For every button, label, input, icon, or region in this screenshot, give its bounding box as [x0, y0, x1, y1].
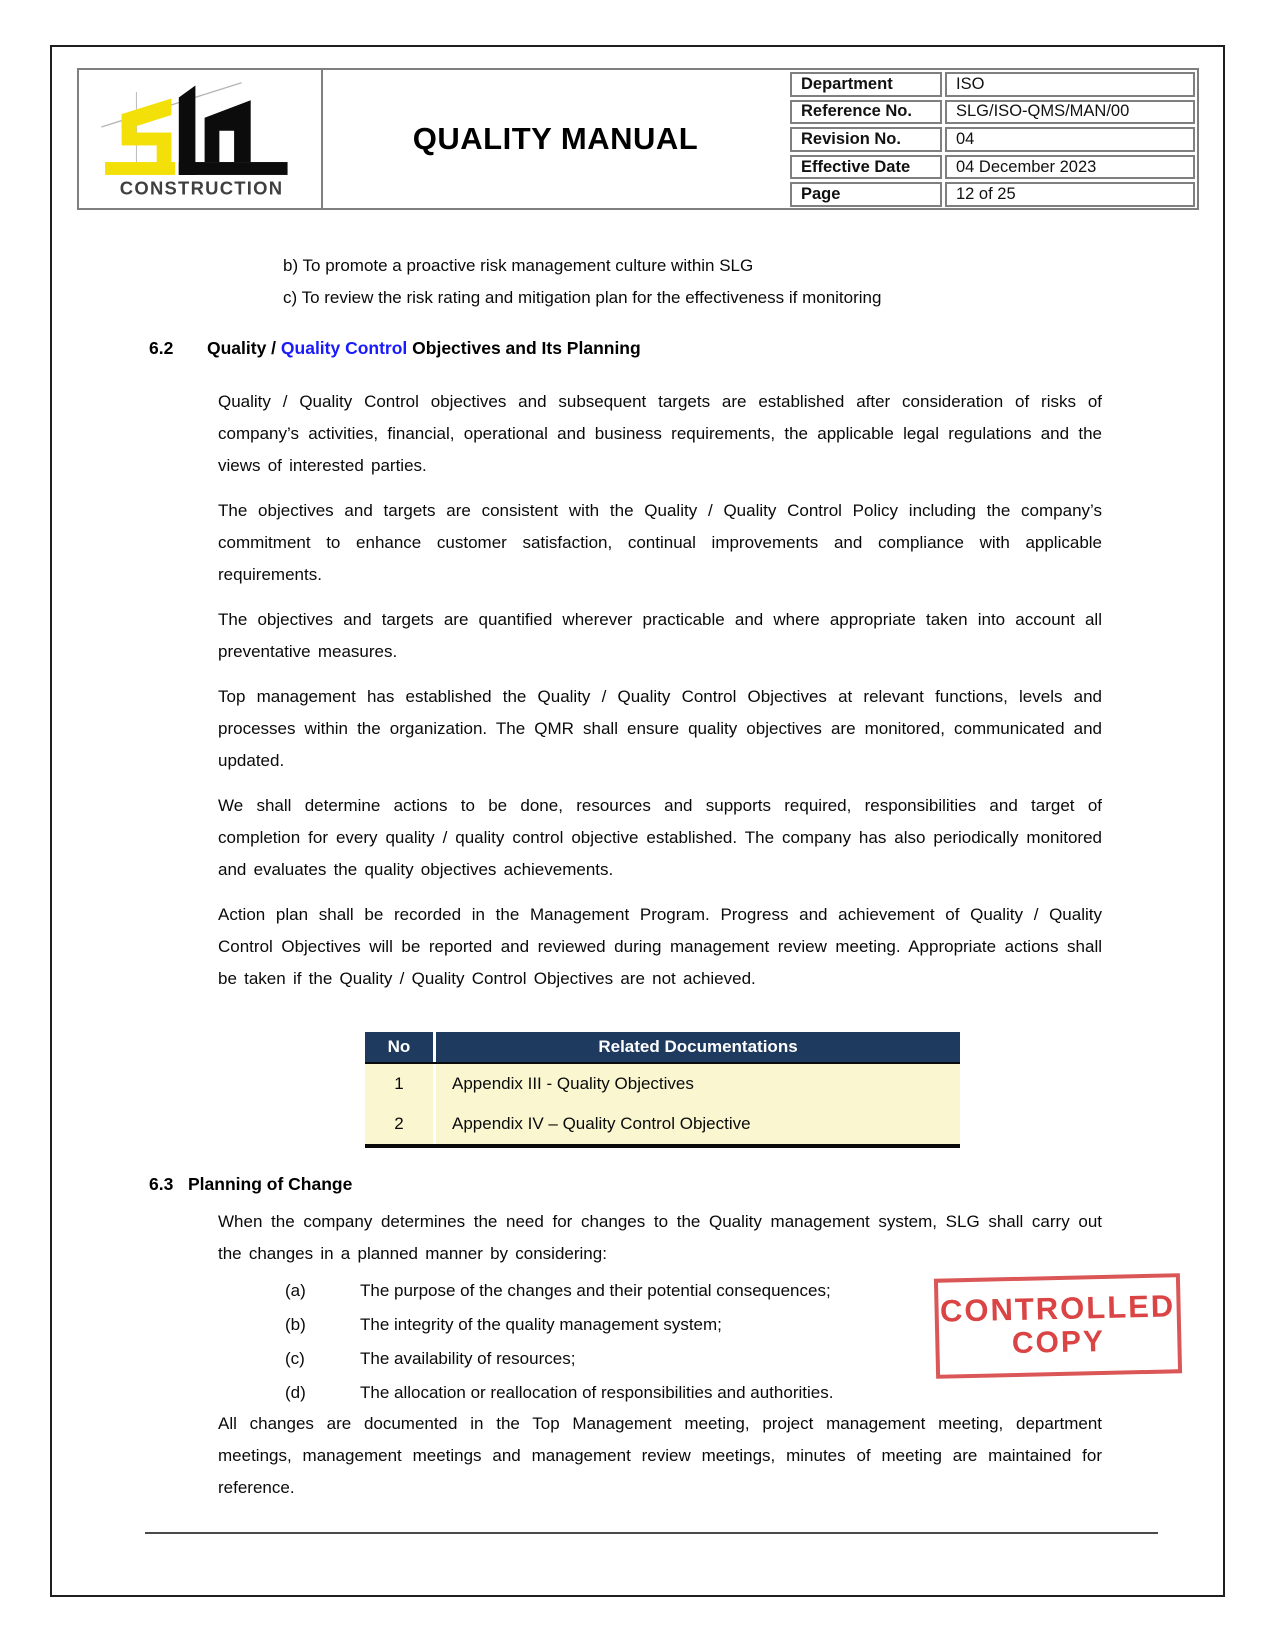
- logo-s-shape: [105, 98, 175, 175]
- info-label: Reference No.: [790, 100, 942, 125]
- section-63-heading: Planning of Change: [188, 1174, 353, 1194]
- list-marker: (c): [285, 1349, 305, 1368]
- table-row: [365, 1064, 960, 1104]
- controlled-copy-stamp: [934, 1273, 1182, 1379]
- section-63-closing: [218, 1408, 1102, 1517]
- slg-construction-logo-icon: [94, 73, 306, 205]
- info-value: ISO: [945, 72, 1195, 97]
- document-header: [77, 68, 1199, 210]
- list-marker: (d): [285, 1383, 306, 1402]
- list-text: The integrity of the quality management system;: [360, 1315, 722, 1334]
- heading-blue-text: Quality Control: [280, 338, 408, 358]
- info-row-page: [790, 182, 1195, 207]
- section-63-number: 6.3: [149, 1174, 174, 1194]
- list-text: The allocation or reallocation of responsibilities and authorities.: [360, 1383, 834, 1402]
- list-item: [285, 1308, 833, 1342]
- title-cell: [323, 70, 788, 208]
- paragraph: We shall determine actions to be done, resources and supports required, responsibilities and target of completion for every quality / quality control objective established. The company has also periodically monitored and evaluates the quality objectives achievements.: [218, 796, 1102, 879]
- paragraph: Top management has established the Quality / Quality Control Objectives at relevant functions, levels and processes within the organization. The QMR shall ensure quality objectives are monitored, communicated and updated.: [218, 687, 1102, 770]
- paragraph: The objectives and targets are quantified wherever practicable and where appropriate taken into account all preventative measures.: [218, 610, 1102, 661]
- info-row-revision: [790, 127, 1195, 152]
- list-text: The availability of resources;: [360, 1349, 576, 1368]
- list-item: [285, 1376, 833, 1410]
- paragraph: All changes are documented in the Top Management meeting, project management meeting, department meetings, management meetings and management review meetings, minutes of meeting are maintained for reference.: [218, 1414, 1102, 1497]
- logo-cell: [79, 70, 323, 208]
- related-documentations-table: [365, 1032, 960, 1148]
- list-item: [285, 1274, 833, 1308]
- header-info-table: [790, 71, 1195, 207]
- paragraph: Quality / Quality Control objectives and subsequent targets are established after consideration of risks of company’s activities, financial, operational and business requirements, the applicable legal regulations and the views of interested parties.: [218, 392, 1102, 475]
- row-number-cell: 2: [394, 1114, 404, 1133]
- considerations-list: [285, 1274, 833, 1410]
- row-document-cell: Appendix III - Quality Objectives: [433, 1064, 960, 1104]
- stamp-line-2: COPY: [1011, 1324, 1106, 1361]
- info-row-department: [790, 72, 1195, 97]
- intro-list: [283, 250, 881, 314]
- column-header-no: No: [387, 1037, 411, 1056]
- intro-item-c: c) To review the risk rating and mitigation plan for the effectiveness if monitoring: [283, 288, 882, 307]
- info-value: 04: [945, 127, 1195, 152]
- stamp-line-1: CONTROLLED: [939, 1288, 1176, 1329]
- info-row-reference: [790, 100, 1195, 125]
- footer-divider: [145, 1532, 1158, 1534]
- paragraph: The objectives and targets are consistent with the Quality / Quality Control Policy including the company’s commitment to enhance customer satisfaction, continual improvements and compliance with applicable requirements.: [218, 501, 1102, 584]
- heading-text: Quality /: [207, 338, 281, 358]
- page-title: QUALITY MANUAL: [412, 121, 699, 156]
- logo-g-shape: [205, 100, 251, 162]
- list-text: The purpose of the changes and their potential consequences;: [360, 1281, 831, 1300]
- paragraph: Action plan shall be recorded in the Management Program. Progress and achievement of Quality / Quality Control Objectives will be reported and reviewed during management review meeting. Appropriate actions shall be taken if the Quality / Quality Control Objectives are not achieved.: [218, 905, 1102, 988]
- section-62-heading: [207, 338, 641, 359]
- info-value: 04 December 2023: [945, 155, 1195, 180]
- column-header-related-documentations: Related Documentations: [433, 1032, 960, 1062]
- info-label: Effective Date: [790, 155, 942, 180]
- list-marker: (a): [285, 1281, 306, 1300]
- row-number-cell: 1: [394, 1074, 404, 1093]
- section-62-number: 6.2: [149, 338, 174, 358]
- intro-item-b: b) To promote a proactive risk management culture within SLG: [283, 256, 754, 275]
- info-row-effective-date: [790, 155, 1195, 180]
- section-62-body: [218, 386, 1102, 1008]
- table-row: [365, 1104, 960, 1144]
- info-value: SLG/ISO-QMS/MAN/00: [945, 100, 1195, 125]
- heading-text: Objectives and Its Planning: [407, 338, 641, 358]
- paragraph: When the company determines the need for changes to the Quality management system, SLG shall carry out the changes in a planned manner by considering:: [218, 1212, 1102, 1263]
- info-label: Revision No.: [790, 127, 942, 152]
- list-marker: (b): [285, 1315, 306, 1334]
- section-63-intro: [218, 1206, 1102, 1283]
- info-label: Page: [790, 182, 942, 207]
- row-document-cell: Appendix IV – Quality Control Objective: [433, 1104, 960, 1144]
- logo-wordmark: CONSTRUCTION: [119, 177, 284, 199]
- info-label: Department: [790, 72, 942, 97]
- table-header-row: [365, 1032, 960, 1064]
- info-value: 12 of 25: [945, 182, 1195, 207]
- list-item: [285, 1342, 833, 1376]
